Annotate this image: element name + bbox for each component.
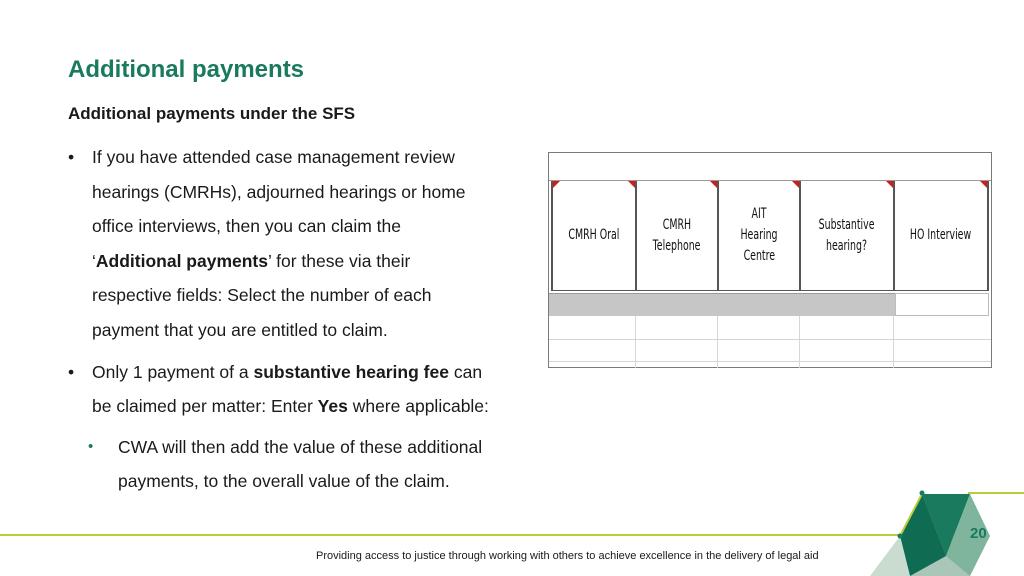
- header-text: hearing?: [826, 237, 868, 254]
- sub-bullet-line-2: payments, to the overall value of the claim.: [118, 471, 450, 492]
- bullet-2-line-2-post: where applicable:: [347, 396, 489, 417]
- spreadsheet-screenshot: [548, 152, 992, 368]
- bullet-1-line-4: [92, 244, 538, 279]
- bullet-dot-icon: •: [68, 147, 75, 167]
- header-text: Telephone: [653, 237, 701, 254]
- bullet-1-line-4-rest: ’ for these via their: [268, 250, 411, 271]
- sheet-gridline: [549, 339, 991, 340]
- slide-title: Additional payments: [68, 56, 305, 83]
- header-text: HO Interview: [910, 227, 972, 243]
- footer-divider: [0, 534, 900, 536]
- sheet-header-cmrh-telephone: [635, 181, 717, 291]
- header-text: Centre: [743, 248, 775, 264]
- bullet-2-line-2-pre: be claimed per matter: Enter: [92, 396, 318, 417]
- footer-tagline: Providing access to justice through working with others to achieve excellence in the delivery of legal aid: [316, 550, 819, 562]
- bullet-item-1: [68, 140, 538, 348]
- sheet-header-ho-interview: [893, 181, 989, 291]
- sheet-gridline: [717, 316, 718, 368]
- bullet-list: [68, 140, 538, 499]
- bullet-2-pre: Only 1 payment of a: [92, 361, 254, 382]
- bullet-2-line-2: [92, 389, 538, 424]
- comment-marker-icon: [792, 181, 799, 188]
- sheet-gray-row: [549, 293, 895, 316]
- sheet-header-ait-hearing-centre: [717, 181, 799, 291]
- sheet-header-cmrh-oral: [551, 181, 635, 291]
- bullet-1-line-1: If you have attended case management review: [92, 147, 455, 167]
- quote-open: ‘: [92, 250, 96, 271]
- bullet-2-post: can: [448, 361, 483, 382]
- bullet-1-line-2: hearings (CMRHs), adjourned hearings or home: [92, 181, 466, 202]
- sheet-gridline: [549, 361, 991, 362]
- comment-marker-icon: [710, 181, 717, 188]
- bullet-2-line-1: [92, 355, 538, 390]
- bullet-dot-icon: •: [68, 361, 75, 382]
- comment-marker-icon: [628, 181, 635, 188]
- slide-subtitle: Additional payments under the SFS: [68, 104, 356, 123]
- sheet-gridline: [799, 316, 800, 368]
- bold-additional-payments: Additional payments: [95, 250, 268, 271]
- sub-bullet-line-1: CWA will then add the value of these additional: [118, 436, 483, 457]
- header-text: CMRH: [662, 216, 692, 233]
- bold-substantive-hearing-fee: substantive hearing fee: [253, 361, 449, 382]
- comment-marker-icon: [886, 181, 893, 188]
- sheet-white-cell: [895, 293, 989, 316]
- sheet-header-substantive-hearing: [799, 181, 893, 291]
- page-number: 20: [970, 525, 987, 542]
- sheet-gridline: [635, 316, 636, 368]
- bullet-1-line-3: office interviews, then you can claim the: [92, 216, 402, 237]
- header-text: Substantive: [819, 216, 875, 233]
- sheet-top-row: [549, 153, 991, 181]
- bullet-1-line-5: respective fields: Select the number of each: [92, 285, 432, 306]
- sheet-gridline: [893, 316, 894, 368]
- header-text: AIT Hearing: [740, 206, 778, 243]
- bold-yes: Yes: [317, 396, 348, 417]
- decorative-triangles-icon: [870, 486, 1024, 576]
- header-text: CMRH Oral: [568, 227, 620, 243]
- comment-marker-icon: [553, 181, 560, 188]
- bullet-1-line-6: payment that you are entitled to claim.: [92, 319, 388, 340]
- bullet-item-2: [68, 355, 538, 424]
- sub-bullet-item: [68, 430, 538, 499]
- comment-marker-icon: [980, 181, 987, 188]
- sub-bullet-dot-icon: •: [88, 437, 94, 455]
